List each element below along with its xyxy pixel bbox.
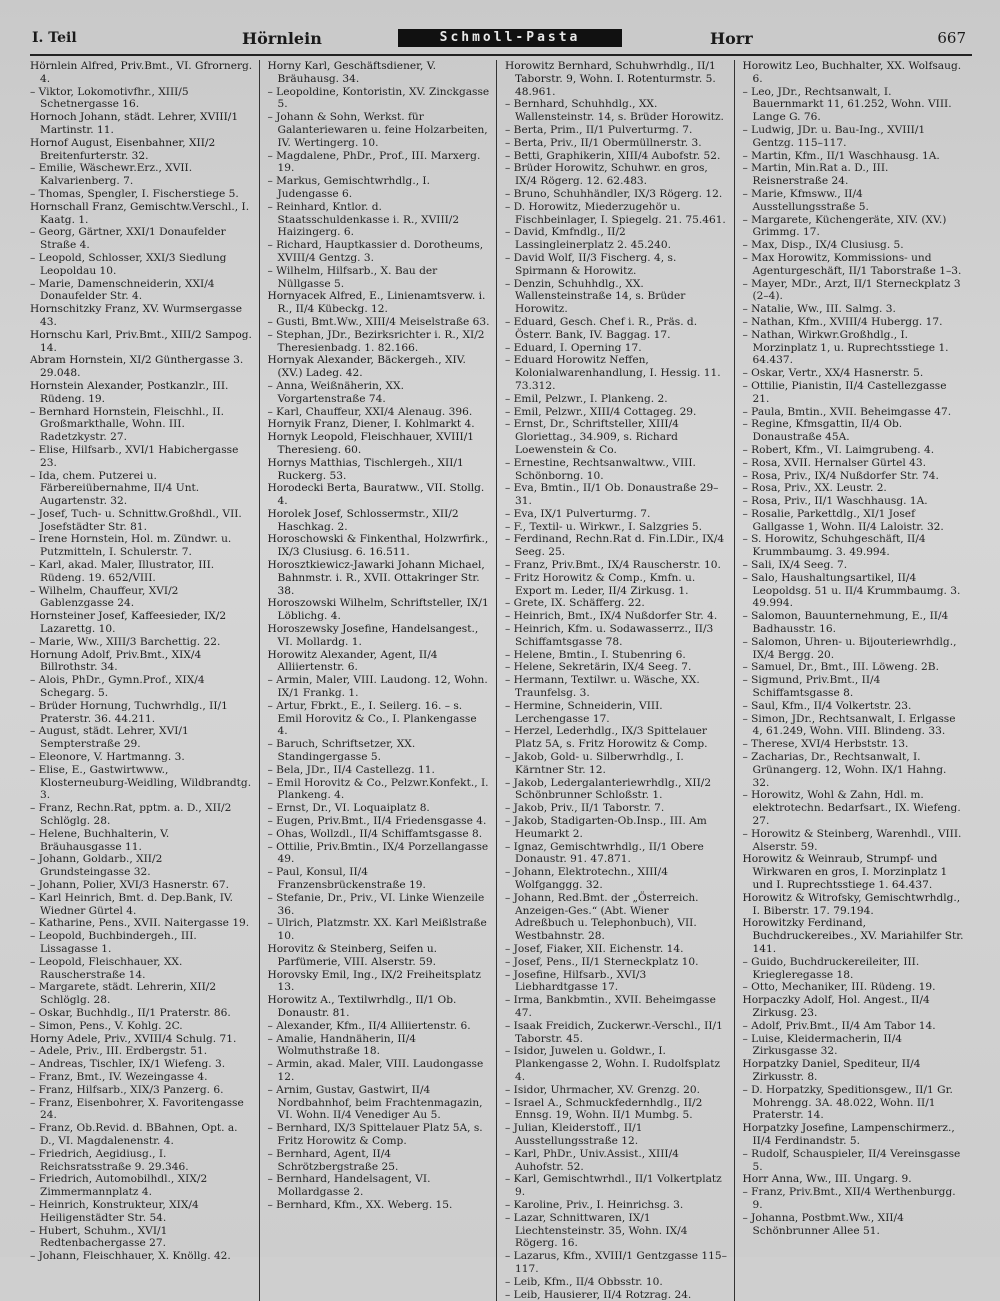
directory-entry: – Helene, Bmtin., I. Stubenring 6. <box>505 649 728 662</box>
directory-entry: – Otto, Mechaniker, III. Rüdeng. 19. <box>743 981 967 994</box>
directory-entry: – Max Horowitz, Kommissions- und Agenturgeschäft, II/1 Taborstraße 1–3. <box>743 252 967 278</box>
directory-entry: – Georg, Gärtner, XXI/1 Donaufelder Straße 4. <box>30 226 253 252</box>
directory-entry: – Johann & Sohn, Werkst. für Galanteriewaren u. feine Holzarbeiten, IV. Wertingerg. 10. <box>268 111 491 149</box>
directory-entry: – Bernhard Hornstein, Fleischhl., II. Großmarkthalle, Wohn. III. Radetzkystr. 27. <box>30 406 253 444</box>
directory-entry: – Martin, Kfm., II/1 Waschhausg. 1A. <box>743 150 967 163</box>
directory-entry: – Karl, PhDr., Univ.Assist., XIII/4 Auhofstr. 52. <box>505 1148 728 1174</box>
directory-entry: – Alois, PhDr., Gymn.Prof., XIX/4 Schegarg. 5. <box>30 674 253 700</box>
column-3 <box>505 60 735 1301</box>
directory-entry: – Thomas, Spengler, I. Fischerstiege 5. <box>30 188 253 201</box>
directory-entry: – Heinrich, Bmt., IX/4 Nußdorfer Str. 4. <box>505 610 728 623</box>
directory-entry: – Hermann, Textilwr. u. Wäsche, XX. Traunfelsg. 3. <box>505 674 728 700</box>
directory-entry: – Marie, Damenschneiderin, XXI/4 Donaufelder Str. 4. <box>30 278 253 304</box>
directory-entry: Horpaczky Adolf, Hol. Angest., II/4 Zirkusg. 23. <box>743 994 967 1020</box>
directory-entry: Hornoch Johann, städt. Lehrer, XVIII/1 Martinstr. 11. <box>30 111 253 137</box>
directory-entry: Horpatzky Josefine, Lampenschirmerz., II/4 Ferdinandstr. 5. <box>743 1122 967 1148</box>
directory-entry: – Ottilie, Pianistin, II/4 Castellezgasse 21. <box>743 380 967 406</box>
directory-entry: – Helene, Sekretärin, IX/4 Seeg. 7. <box>505 661 728 674</box>
directory-entry: – Rosa, Priv., IX/4 Nußdorfer Str. 74. <box>743 470 967 483</box>
left-headword: Hörnlein <box>242 29 322 48</box>
directory-entry: Hörnlein Alfred, Priv.Bmt., VI. Gfrornerg. 4. <box>30 60 253 86</box>
directory-entry: – Reinhard, Kntlor. d. Staatsschuldenkasse i. R., XVIII/2 Haizingerg. 6. <box>268 201 491 239</box>
directory-entry: – Armin, akad. Maler, VIII. Laudongasse 12. <box>268 1058 491 1084</box>
directory-entry: – Lazarus, Kfm., XVIII/1 Gentzgasse 115–117. <box>505 1250 728 1276</box>
directory-entry: – Jakob, Ledergalanteriewrhdlg., XII/2 Schönbrunner Schloßstr. 1. <box>505 777 728 803</box>
directory-entry: Horowitz & Witrofsky, Gemischtwrhdlg., I. Biberstr. 17. 79.194. <box>743 892 967 918</box>
directory-entry: – Karl, Chauffeur, XXI/4 Alenaug. 396. <box>268 406 491 419</box>
directory-entry: – Ernestine, Rechtsanwaltww., VIII. Schönborng. 10. <box>505 457 728 483</box>
directory-entry: – Simon, Pens., V. Kohlg. 2C. <box>30 1020 253 1033</box>
directory-entry: – Franz, Priv.Bmt., IX/4 Rauscherstr. 10. <box>505 559 728 572</box>
directory-entry: Hornschitzky Franz, XV. Wurmsergasse 43. <box>30 303 253 329</box>
directory-columns <box>30 60 972 1240</box>
directory-entry: – Brüder Horowitz, Schuhwr. en gros, IX/4 Rögerg. 12. 62.483. <box>505 162 728 188</box>
directory-entry: – Paula, Bmtin., XVII. Beheimgasse 47. <box>743 406 967 419</box>
directory-entry: – Simon, JDr., Rechtsanwalt, I. Erlgasse 4, 61.249, Wohn. VIII. Blindeng. 33. <box>743 713 967 739</box>
directory-entry: – Bernhard, Handelsagent, VI. Mollardgasse 2. <box>268 1173 491 1199</box>
directory-entry: – Viktor, Lokomotivfhr., XIII/5 Schetnergasse 16. <box>30 86 253 112</box>
part-label: I. Teil <box>32 30 77 46</box>
directory-entry: – Grete, IX. Schäfferg. 22. <box>505 597 728 610</box>
directory-entry: Horolek Josef, Schlossermstr., XII/2 Haschkag. 2. <box>268 508 491 534</box>
directory-entry: – Isidor, Uhrmacher, XV. Grenzg. 20. <box>505 1084 728 1097</box>
directory-entry: – Bernhard, Agent, II/4 Schrötzbergstraße 25. <box>268 1148 491 1174</box>
directory-entry: – Ernst, Dr., VI. Loquaiplatz 8. <box>268 802 491 815</box>
directory-entry: – David Wolf, II/3 Fischerg. 4, s. Spirmann & Horowitz. <box>505 252 728 278</box>
directory-entry: – Magdalene, PhDr., Prof., III. Marxerg. 19. <box>268 150 491 176</box>
directory-entry: – Salomon, Uhren- u. Bijouteriewrhdlg., IX/4 Bergg. 20. <box>743 636 967 662</box>
directory-entry: – Rudolf, Schauspieler, II/4 Vereinsgasse 5. <box>743 1148 967 1174</box>
directory-entry: – Emil Horovitz & Co., Pelzwr.Konfekt., I. Plankeng. 4. <box>268 777 491 803</box>
directory-entry: – Elise, E., Gastwirtwww., Klosterneuburg-Weidling, Wildbrandtg. 3. <box>30 764 253 802</box>
directory-entry: – Berta, Prim., II/1 Pulverturmg. 7. <box>505 124 728 137</box>
directory-entry: – Irma, Bankbmtin., XVII. Beheimgasse 47. <box>505 994 728 1020</box>
directory-entry: – Leopold, Buchbindergeh., III. Lissagasse 1. <box>30 930 253 956</box>
directory-entry: Abram Hornstein, XI/2 Günthergasse 3. 29.048. <box>30 354 253 380</box>
directory-entry: – Jakob, Stadigarten-Ob.Insp., III. Am Heumarkt 2. <box>505 815 728 841</box>
directory-entry: Horoszowski Wilhelm, Schriftsteller, IX/1 Löblichg. 4. <box>268 597 491 623</box>
column-2 <box>268 60 498 1301</box>
directory-entry: – Karoline, Priv., I. Heinrichsg. 3. <box>505 1199 728 1212</box>
directory-entry: – Nathan, Kfm., XVIII/4 Hubergg. 17. <box>743 316 967 329</box>
directory-entry: – Samuel, Dr., Bmt., III. Löweng. 2B. <box>743 661 967 674</box>
directory-entry: – Josef, Fiaker, XII. Eichenstr. 14. <box>505 943 728 956</box>
directory-entry: – Amalie, Handnäherin, II/4 Wolmuthstraße 18. <box>268 1033 491 1059</box>
directory-entry: Horovsky Emil, Ing., IX/2 Freiheitsplatz 13. <box>268 969 491 995</box>
directory-entry: – Leib, Hausierer, II/4 Rotzrag. 24. <box>505 1289 728 1301</box>
directory-entry: – Franz, Hilfsarb., XIX/3 Panzerg. 6. <box>30 1084 253 1097</box>
directory-entry: – Eduard, Gesch. Chef i. R., Präs. d. Österr. Bank, IV. Baggag. 17. <box>505 316 728 342</box>
directory-entry: – David, Kmfndlg., II/2 Lassingleinerplatz 2. 45.240. <box>505 226 728 252</box>
directory-entry: – Rosa, XVII. Hernalser Gürtel 43. <box>743 457 967 470</box>
directory-entry: – Emil, Pelzwr., I. Plankeng. 2. <box>505 393 728 406</box>
directory-entry: – Anna, Weißnäherin, XX. Vorgartenstraße 74. <box>268 380 491 406</box>
directory-entry: – Eleonore, V. Hartmanng. 3. <box>30 751 253 764</box>
directory-entry: – Hermine, Schneiderin, VIII. Lerchengasse 17. <box>505 700 728 726</box>
directory-entry: Horr Anna, Ww., III. Ungarg. 9. <box>743 1173 967 1186</box>
directory-entry: – Margarete, Küchengeräte, XIV. (XV.) Grimmg. 17. <box>743 214 967 240</box>
directory-entry: – Betti, Graphikerin, XIII/4 Aubofstr. 52. <box>505 150 728 163</box>
directory-entry: Hornyacek Alfred, E., Linienamtsverw. i. R., II/4 Kübeckg. 12. <box>268 290 491 316</box>
directory-entry: – Irene Hornstein, Hol. m. Zündwr. u. Putzmitteln, I. Schulerstr. 7. <box>30 533 253 559</box>
directory-entry: – Natalie, Ww., III. Salmg. 3. <box>743 303 967 316</box>
directory-entry: – Luise, Kleidermacherin, II/4 Zirkusgasse 32. <box>743 1033 967 1059</box>
directory-entry: – Ignaz, Gemischtwrhdlg., II/1 Obere Donaustr. 91. 47.871. <box>505 841 728 867</box>
directory-entry: Horny Adele, Priv., XVIII/4 Schulg. 71. <box>30 1033 253 1046</box>
directory-entry: Hornschall Franz, Gemischtw.Verschl., I. Kaatg. 1. <box>30 201 253 227</box>
directory-entry: – Herzel, Lederhdlg., IX/3 Spittelauer Platz 5A, s. Fritz Horowitz & Comp. <box>505 725 728 751</box>
right-headword: Horr <box>710 29 753 48</box>
directory-entry: – Ottilie, Priv.Bmtin., IX/4 Porzellangasse 49. <box>268 841 491 867</box>
directory-entry: – Johanna, Postbmt.Ww., XII/4 Schönbrunner Allee 51. <box>743 1212 967 1238</box>
page-header <box>30 26 972 50</box>
directory-entry: – Zacharias, Dr., Rechtsanwalt, I. Grünangerg. 12, Wohn. IX/1 Hahng. 32. <box>743 751 967 789</box>
directory-entry: – Bernhard, Kfm., XX. Weberg. 15. <box>268 1199 491 1212</box>
directory-entry: Horosztkiewicz-Jawarki Johann Michael, Bahnmstr. i. R., XVII. Ottakringer Str. 38. <box>268 559 491 597</box>
directory-entry: Horowitz Leo, Buchhalter, XX. Wolfsaug. 6. <box>743 60 967 86</box>
directory-entry: – Josef, Pens., II/1 Sterneckplatz 10. <box>505 956 728 969</box>
directory-entry: – Oskar, Vertr., XX/4 Hasnerstr. 5. <box>743 367 967 380</box>
directory-entry: – Oskar, Buchhdlg., II/1 Praterstr. 86. <box>30 1007 253 1020</box>
directory-entry: – Ludwig, JDr. u. Bau-Ing., XVIII/1 Gentzg. 115–117. <box>743 124 967 150</box>
directory-entry: – Ohas, Wollzdl., II/4 Schiffamtsgasse 8. <box>268 828 491 841</box>
directory-entry: – Elise, Hilfsarb., XVI/1 Habichergasse 23. <box>30 444 253 470</box>
directory-entry: – Rosa, Priv., II/1 Waschhausg. 1A. <box>743 495 967 508</box>
directory-entry: – Stefanie, Dr., Priv., VI. Linke Wienzeile 36. <box>268 892 491 918</box>
directory-entry: – Max, Disp., IX/4 Clusiusg. 5. <box>743 239 967 252</box>
directory-entry: – Leopold, Fleischhauer, XX. Rauscherstraße 14. <box>30 956 253 982</box>
directory-entry: – Marie, Ww., XIII/3 Barchettig. 22. <box>30 636 253 649</box>
directory-entry: Hornung Adolf, Priv.Bmt., XIX/4 Billrothstr. 34. <box>30 649 253 675</box>
directory-entry: – Guido, Buchdruckereileiter, III. Kriegleregasse 18. <box>743 956 967 982</box>
directory-entry: Hornof August, Eisenbahner, XII/2 Breitenfurterstr. 32. <box>30 137 253 163</box>
directory-entry: – Johann, Red.Bmt. der „Österreich. Anzeigen-Ges.“ (Abt. Wiener Adreßbuch u. Telephonbuch), VII. Westbahnstr. 28. <box>505 892 728 943</box>
directory-entry: – Jakob, Gold- u. Silberwrhdlg., I. Kärntner Str. 12. <box>505 751 728 777</box>
directory-entry: Horowitz Bernhard, Schuhwrhdlg., II/1 Taborstr. 9, Wohn. I. Rotenturmstr. 5. 48.961. <box>505 60 728 98</box>
directory-entry: – Markus, Gemischtwrhdlg., I. Judengasse 6. <box>268 175 491 201</box>
directory-entry: – Friedrich, Aegidiusg., I. Reichsratsstraße 9. 29.346. <box>30 1148 253 1174</box>
directory-entry: – Richard, Hauptkassier d. Dorotheums, XVIII/4 Gentzg. 3. <box>268 239 491 265</box>
directory-entry: – Fritz Horowitz & Comp., Kmfn. u. Export m. Leder, II/4 Zirkusg. 1. <box>505 572 728 598</box>
directory-entry: – Rosalie, Parkettdlg., XI/1 Josef Gallgasse 1, Wohn. II/4 Laloistr. 32. <box>743 508 967 534</box>
directory-entry: – Baruch, Schriftsetzer, XX. Standingergasse 5. <box>268 738 491 764</box>
directory-entry: – Franz, Bmt., IV. Wezeingasse 4. <box>30 1071 253 1084</box>
directory-entry: – Emilie, Wäschewr.Erz., XVII. Kalvarienberg. 7. <box>30 162 253 188</box>
directory-entry: – Brüder Hornung, Tuchwrhdlg., II/1 Praterstr. 36. 44.211. <box>30 700 253 726</box>
directory-entry: – Hubert, Schuhm., XVI/1 Redtenbachergasse 27. <box>30 1225 253 1251</box>
directory-entry: – Katharine, Pens., XVII. Naitergasse 19. <box>30 917 253 930</box>
directory-entry: – Armin, Maler, VIII. Laudong. 12, Wohn. IX/1 Frankg. 1. <box>268 674 491 700</box>
directory-entry: – Ernst, Dr., Schriftsteller, XIII/4 Gloriettag., 34.909, s. Richard Loewenstein & Co. <box>505 418 728 456</box>
directory-entry: – Horowitz & Steinberg, Warenhdl., VIII. Alserstr. 59. <box>743 828 967 854</box>
directory-entry: – Eduard, I. Operning 17. <box>505 342 728 355</box>
directory-entry: – Therese, XVI/4 Herbststr. 13. <box>743 738 967 751</box>
directory-entry: – Leo, JDr., Rechtsanwalt, I. Bauernmarkt 11, 61.252, Wohn. VIII. Lange G. 76. <box>743 86 967 124</box>
directory-entry: – D. Horowitz, Miederzugehör u. Fischbeinlager, I. Spiegelg. 21. 75.461. <box>505 201 728 227</box>
directory-entry: – Denzin, Schuhhdlg., XX. Wallensteinstraße 14, s. Brüder Horowitz. <box>505 278 728 316</box>
directory-entry: Hornyak Alexander, Bäckergeh., XIV. (XV.) Ladeg. 42. <box>268 354 491 380</box>
directory-entry: – Ferdinand, Rechn.Rat d. Fin.LDir., IX/4 Seeg. 25. <box>505 533 728 559</box>
directory-entry: Horowitz & Weinraub, Strumpf- und Wirkwaren en gros, I. Morzinplatz 1 und I. Ruprechtsstiege 1. 64.437. <box>743 853 967 891</box>
directory-entry: Horowitz A., Textilwrhdlg., II/1 Ob. Donaustr. 81. <box>268 994 491 1020</box>
directory-entry: Horowitzky Ferdinand, Buchdruckereibes., XV. Mariahilfer Str. 141. <box>743 917 967 955</box>
directory-entry: – Arnim, Gustav, Gastwirt, II/4 Nordbahnhof, beim Frachtenmagazin, VI. Wohn. II/4 Venediger Au 5. <box>268 1084 491 1122</box>
directory-entry: – Heinrich, Konstrukteur, XIX/4 Heiligenstädter Str. 54. <box>30 1199 253 1225</box>
directory-entry: – Margarete, städt. Lehrerin, XII/2 Schlöglg. 28. <box>30 981 253 1007</box>
column-1 <box>30 60 260 1301</box>
directory-entry: Horny Karl, Geschäftsdiener, V. Bräuhausg. 34. <box>268 60 491 86</box>
directory-entry: – Ulrich, Platzmstr. XX. Karl Meißlstraße 10. <box>268 917 491 943</box>
directory-entry: – Martin, Min.Rat a. D., III. Reisnerstraße 24. <box>743 162 967 188</box>
directory-entry: – Franz, Eisenbohrer, X. Favoritengasse 24. <box>30 1097 253 1123</box>
directory-entry: – Johann, Fleischhauer, X. Knöllg. 42. <box>30 1250 253 1263</box>
directory-entry: – Bernhard, Schuhhdlg., XX. Wallensteinstr. 14, s. Brüder Horowitz. <box>505 98 728 124</box>
directory-entry: Horowitz Alexander, Agent, II/4 Alliiertenstr. 6. <box>268 649 491 675</box>
directory-entry: – Helene, Buchhalterin, V. Bräuhausgasse 11. <box>30 828 253 854</box>
directory-entry: – Salomon, Bauunternehmung, E., II/4 Badhausstr. 16. <box>743 610 967 636</box>
directory-entry: – Sigmund, Priv.Bmt., II/4 Schiffamtsgasse 8. <box>743 674 967 700</box>
directory-entry: – Alexander, Kfm., II/4 Alliiertenstr. 6. <box>268 1020 491 1033</box>
directory-entry: – D. Horpatzky, Speditionsgew., II/1 Gr. Mohrengg. 3A. 48.022, Wohn. II/1 Praterstr. 14. <box>743 1084 967 1122</box>
directory-entry: – Bernhard, IX/3 Spittelauer Platz 5A, s. Fritz Horowitz & Comp. <box>268 1122 491 1148</box>
directory-entry: – Franz, Rechn.Rat, pptm. a. D., XII/2 Schlöglg. 28. <box>30 802 253 828</box>
directory-entry: – Leopold, Schlosser, XXI/3 Siedlung Leopoldau 10. <box>30 252 253 278</box>
directory-entry: Hornschu Karl, Priv.Bmt., XIII/2 Sampog. 14. <box>30 329 253 355</box>
directory-entry: Horoszewsky Josefine, Handelsangest., VI. Mollardg. 1. <box>268 623 491 649</box>
directory-entry: – Friedrich, Automobilhdl., XIX/2 Zimmermannplatz 4. <box>30 1173 253 1199</box>
directory-entry: – Johann, Elektrotechn., XIII/4 Wolfganggg. 32. <box>505 866 728 892</box>
directory-entry: – Isidor, Juwelen u. Goldwr., I. Plankengasse 2, Wohn. I. Rudolfsplatz 4. <box>505 1045 728 1083</box>
directory-entry: – Marie, Kfmsww., II/4 Ausstellungsstraße 5. <box>743 188 967 214</box>
directory-entry: – Karl, akad. Maler, Illustrator, III. Rüdeng. 19. 652/VIII. <box>30 559 253 585</box>
directory-entry: – Saul, Kfm., II/4 Volkertstr. 23. <box>743 700 967 713</box>
directory-entry: – Heinrich, Kfm. u. Sodawasserrz., II/3 Schiffamtsgasse 78. <box>505 623 728 649</box>
directory-entry: Hornsteiner Josef, Kaffeesieder, IX/2 Lazarettg. 10. <box>30 610 253 636</box>
directory-entry: – Wilhelm, Hilfsarb., X. Bau der Nüllgasse 5. <box>268 265 491 291</box>
directory-entry: – Gusti, Bmt.Ww., XIII/4 Meiselstraße 63. <box>268 316 491 329</box>
directory-entry: – Franz, Ob.Revid. d. BBahnen, Opt. a. D., VI. Magdalenenstr. 4. <box>30 1122 253 1148</box>
directory-entry: – Wilhelm, Chauffeur, XVI/2 Gablenzgasse 24. <box>30 585 253 611</box>
directory-entry: – Stephan, JDr., Bezirksrichter i. R., XI/2 Theresienbadg. 1. 82.166. <box>268 329 491 355</box>
directory-entry: – Eva, IX/1 Pulverturmg. 7. <box>505 508 728 521</box>
directory-entry: – Isaak Freidich, Zuckerwr.-Verschl., II/1 Taborstr. 45. <box>505 1020 728 1046</box>
directory-entry: – Regine, Kfmsgattin, II/4 Ob. Donaustraße 45A. <box>743 418 967 444</box>
directory-entry: – Sali, IX/4 Seeg. 7. <box>743 559 967 572</box>
directory-entry: – Andreas, Tischler, IX/1 Wiefeng. 3. <box>30 1058 253 1071</box>
directory-entry: – S. Horowitz, Schuhgeschäft, II/4 Krummbaumg. 3. 49.994. <box>743 533 967 559</box>
directory-entry: Hornyik Franz, Diener, I. Kohlmarkt 4. <box>268 418 491 431</box>
directory-entry: Horoschowski & Finkenthal, Holzwrfirk., IX/3 Clusiusg. 6. 16.511. <box>268 533 491 559</box>
directory-entry: Horodecki Berta, Bauratww., VII. Stollg. 4. <box>268 482 491 508</box>
directory-entry: – Robert, Kfm., VI. Laimgrubeng. 4. <box>743 444 967 457</box>
directory-entry: – Israel A., Schmuckfedernhdlg., II/2 Ennsg. 19, Wohn. II/1 Mumbg. 5. <box>505 1097 728 1123</box>
directory-entry: – Emil, Pelzwr., XIII/4 Cottageg. 29. <box>505 406 728 419</box>
directory-entry: – Mayer, MDr., Arzt, II/1 Sterneckplatz 3 (2–4). <box>743 278 967 304</box>
directory-entry: – Berta, Priv., II/1 Obermüllnerstr. 3. <box>505 137 728 150</box>
directory-entry: – Adolf, Priv.Bmt., II/4 Am Tabor 14. <box>743 1020 967 1033</box>
directory-entry: Hornyk Leopold, Fleischhauer, XVIII/1 Theresieng. 60. <box>268 431 491 457</box>
directory-entry: – Horowitz, Wohl & Zahn, Hdl. m. elektrotechn. Bedarfsart., IX. Wiefeng. 27. <box>743 789 967 827</box>
directory-entry: – Josef, Tuch- u. Schnittw.Großhdl., VII. Josefstädter Str. 81. <box>30 508 253 534</box>
directory-entry: – Lazar, Schnittwaren, IX/1 Liechtensteinstr. 35, Wohn. IX/4 Rögerg. 16. <box>505 1212 728 1250</box>
directory-entry: – Jakob, Priv., II/1 Taborstr. 7. <box>505 802 728 815</box>
directory-entry: – Eva, Bmtin., II/1 Ob. Donaustraße 29–31. <box>505 482 728 508</box>
header-rule <box>30 54 972 56</box>
directory-entry: – Artur, Fbrkt., E., I. Seilerg. 16. – s. Emil Horovitz & Co., I. Plankengasse 4. <box>268 700 491 738</box>
directory-entry: Hornstein Alexander, Postkanzlr., III. Rüdeng. 19. <box>30 380 253 406</box>
directory-entry: – Johann, Goldarb., XII/2 Grundsteingasse 32. <box>30 853 253 879</box>
directory-entry: – Bruno, Schuhhändler, IX/3 Rögerg. 12. <box>505 188 728 201</box>
directory-entry: – Nathan, Wirkwr.Großhdlg., I. Morzinplatz 1, u. Ruprechtsstiege 1. 64.437. <box>743 329 967 367</box>
directory-entry: Horovitz & Steinberg, Seifen u. Parfümerie, VIII. Alserstr. 59. <box>268 943 491 969</box>
directory-entry: – Ida, chem. Putzerei u. Färbereiübernahme, II/4 Unt. Augartenstr. 32. <box>30 470 253 508</box>
directory-entry: – Adele, Priv., III. Erdbergstr. 51. <box>30 1045 253 1058</box>
advertisement-banner: Schmoll-Pasta <box>398 29 622 47</box>
directory-entry: – Eduard Horowitz Neffen, Kolonialwarenhandlung, I. Hessig. 11. 73.312. <box>505 354 728 392</box>
directory-entry: – Leopoldine, Kontoristin, XV. Zinckgasse 5. <box>268 86 491 112</box>
directory-entry: – Josefine, Hilfsarb., XVI/3 Liebhardtgasse 17. <box>505 969 728 995</box>
directory-entry: – Eugen, Priv.Bmt., II/4 Friedensgasse 4. <box>268 815 491 828</box>
directory-entry: – Johann, Polier, XVI/3 Hasnerstr. 67. <box>30 879 253 892</box>
directory-entry: – Julian, Kleiderstoff., II/1 Ausstellungsstraße 12. <box>505 1122 728 1148</box>
directory-entry: – F., Textil- u. Wirkwr., I. Salzgries 5. <box>505 521 728 534</box>
directory-entry: – Franz, Priv.Bmt., XII/4 Werthenburgg. 9. <box>743 1186 967 1212</box>
directory-entry: – August, städt. Lehrer, XVI/1 Sempterstraße 29. <box>30 725 253 751</box>
directory-entry: – Karl, Gemischtwrhdl., II/1 Volkertplatz 9. <box>505 1173 728 1199</box>
directory-entry: Horpatzky Daniel, Spediteur, II/4 Zirkusstr. 8. <box>743 1058 967 1084</box>
directory-entry: – Karl Heinrich, Bmt. d. Dep.Bank, IV. Wiedner Gürtel 4. <box>30 892 253 918</box>
directory-entry: – Leib, Kfm., II/4 Obbsstr. 10. <box>505 1276 728 1289</box>
directory-entry: – Rosa, Priv., XX. Leustr. 2. <box>743 482 967 495</box>
page-number: 667 <box>937 29 966 47</box>
directory-entry: – Paul, Konsul, II/4 Franzensbrückenstraße 19. <box>268 866 491 892</box>
column-4 <box>743 60 973 1301</box>
directory-entry: – Salo, Haushaltungsartikel, II/4 Leopoldsg. 51 u. II/4 Krummbaumg. 3. 49.994. <box>743 572 967 610</box>
directory-entry: Hornys Matthias, Tischlergeh., XII/1 Ruckerg. 53. <box>268 457 491 483</box>
directory-entry: – Bela, JDr., II/4 Castellezg. 11. <box>268 764 491 777</box>
